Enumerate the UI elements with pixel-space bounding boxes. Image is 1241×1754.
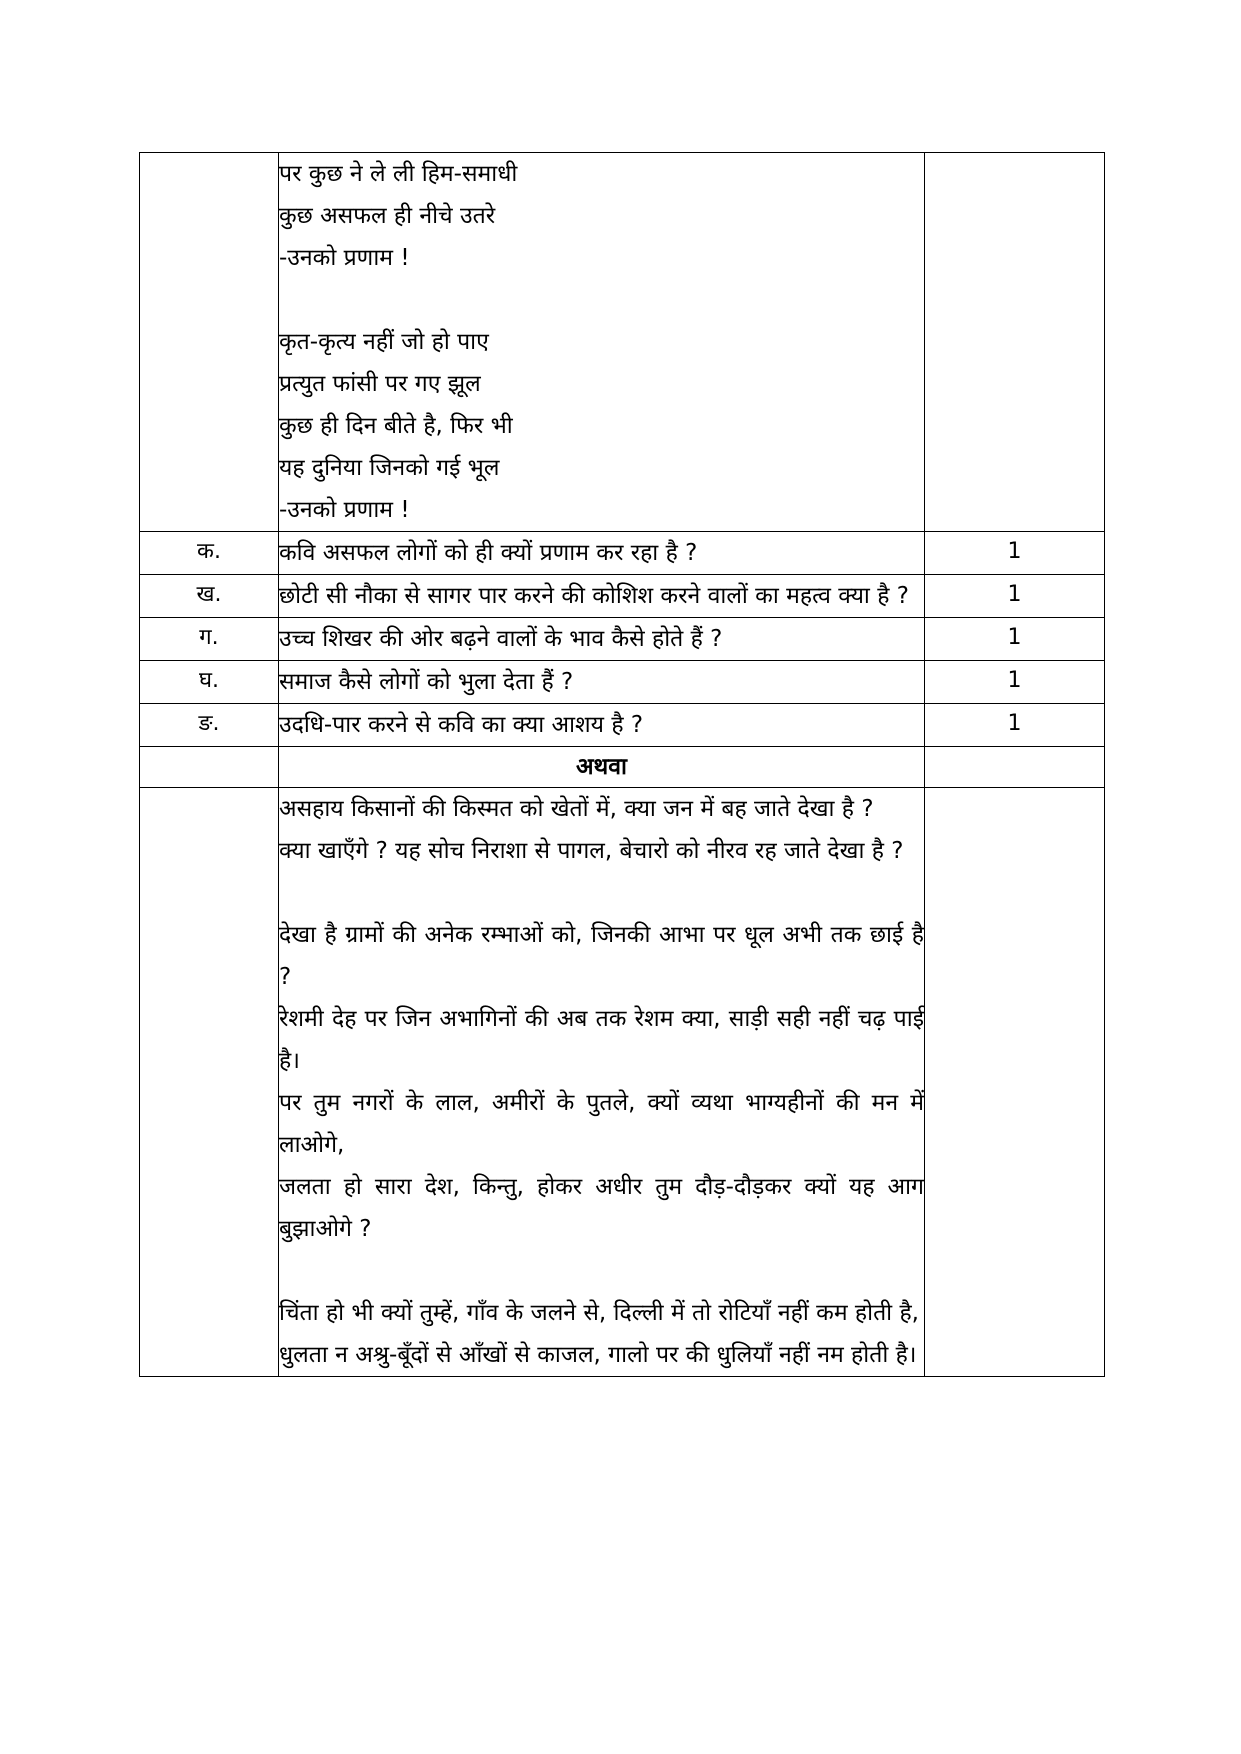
question-marks: 1: [925, 661, 1105, 704]
question-number: ङ.: [140, 704, 279, 747]
poem-line: प्रत्युत फांसी पर गए झूल: [279, 371, 481, 397]
poem-line: -उनको प्रणाम !: [279, 497, 410, 523]
poem-line: कृत-कृत्य नहीं जो हो पाए: [279, 329, 489, 355]
question-row: [140, 575, 1105, 618]
question-row: [140, 661, 1105, 704]
empty-cell: [140, 788, 279, 1377]
question-number: घ.: [140, 661, 279, 704]
question-number: ख.: [140, 575, 279, 618]
question-table: [139, 152, 1105, 1377]
question-row: [140, 618, 1105, 661]
poem-line: -उनको प्रणाम !: [279, 245, 410, 271]
poem-line: कुछ असफल ही नीचे उतरे: [279, 203, 496, 229]
question-text: उदधि-पार करने से कवि का क्या आशय है ?: [279, 704, 925, 747]
poem-line: यह दुनिया जिनको गई भूल: [279, 455, 500, 481]
poem-line: जलता हो सारा देश, किन्तु, होकर अधीर तुम दौड़-दौड़कर क्यों यह आग बुझाओगे ?: [279, 1174, 924, 1242]
or-row: [140, 747, 1105, 788]
poem-line: देखा है ग्रामों की अनेक रम्भाओं को, जिनकी आभा पर धूल अभी तक छाई है ?: [279, 922, 924, 990]
poem-line: धुलता न अश्रु-बूँदों से आँखों से काजल, गालो पर की धुलियाँ नहीं नम होती है।: [279, 1342, 917, 1368]
stanza-gap: [279, 872, 924, 914]
poem-row-1: [140, 153, 1105, 532]
question-marks: 1: [925, 704, 1105, 747]
or-label: अथवा: [279, 747, 925, 788]
poem-line: रेशमी देह पर जिन अभागिनों की अब तक रेशम क्या, साड़ी सही नहीं चढ़ पाई है।: [279, 1006, 924, 1074]
poem-line: क्या खाएँगे ? यह सोच निराशा से पागल, बेचारो को नीरव रह जाते देखा है ?: [279, 838, 904, 864]
question-marks: 1: [925, 532, 1105, 575]
question-text: छोटी सी नौका से सागर पार करने की कोशिश करने वालों का महत्व क्या है ?: [279, 575, 925, 618]
stanza-gap: [279, 1250, 924, 1292]
question-row: [140, 704, 1105, 747]
empty-cell: [140, 153, 279, 532]
empty-cell: [925, 747, 1105, 788]
question-number: क.: [140, 532, 279, 575]
poem-line: असहाय किसानों की किस्मत को खेतों में, क्या जन में बह जाते देखा है ?: [279, 796, 874, 822]
poem-line: पर कुछ ने ले ली हिम-समाधी: [279, 161, 518, 187]
stanza-gap: [279, 279, 924, 321]
question-text: कवि असफल लोगों को ही क्यों प्रणाम कर रहा है ?: [279, 532, 925, 575]
question-row: [140, 532, 1105, 575]
poem-line: पर तुम नगरों के लाल, अमीरों के पुतले, क्यों व्यथा भाग्यहीनों की मन में लाओगे,: [279, 1090, 924, 1158]
question-marks: 1: [925, 618, 1105, 661]
poem-row-2: [140, 788, 1105, 1377]
empty-cell: [140, 747, 279, 788]
empty-cell: [925, 788, 1105, 1377]
question-text: उच्च शिखर की ओर बढ़ने वालों के भाव कैसे होते हैं ?: [279, 618, 925, 661]
poem-line: कुछ ही दिन बीते है, फिर भी: [279, 413, 513, 439]
poem-block-2: [279, 788, 925, 1377]
question-text: समाज कैसे लोगों को भुला देता हैं ?: [279, 661, 925, 704]
question-number: ग.: [140, 618, 279, 661]
poem-line: चिंता हो भी क्यों तुम्हें, गाँव के जलने से, दिल्ली में तो रोटियाँ नहीं कम होती है,: [279, 1300, 919, 1326]
question-marks: 1: [925, 575, 1105, 618]
poem-block-1: [279, 153, 925, 532]
empty-cell: [925, 153, 1105, 532]
